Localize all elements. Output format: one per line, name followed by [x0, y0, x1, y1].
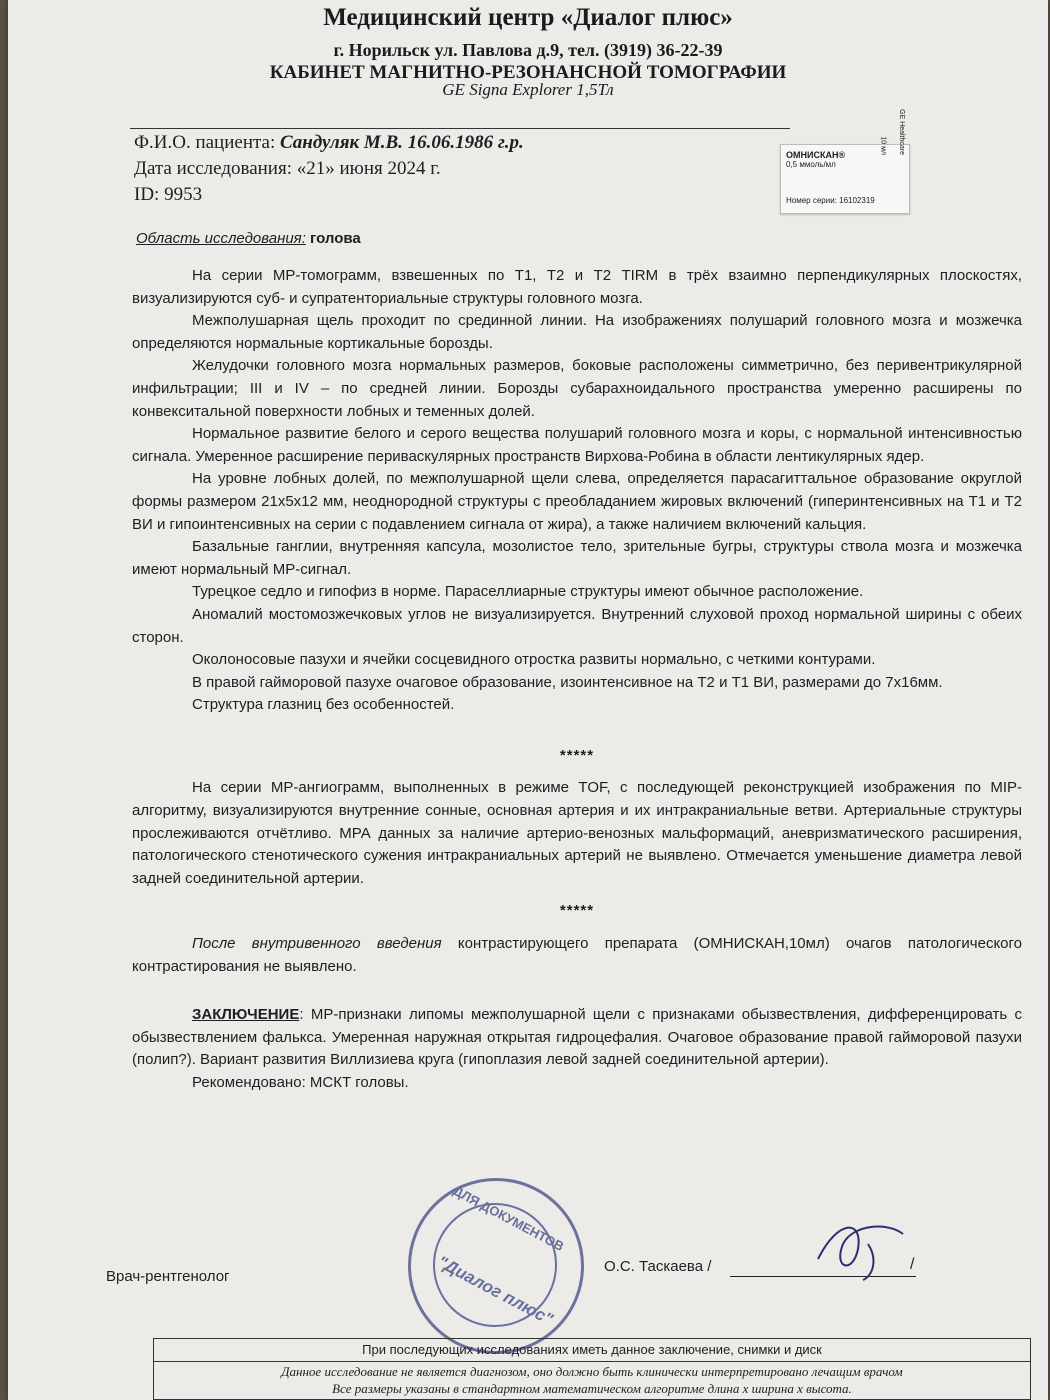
findings-paragraph: Базальные ганглии, внутренняя капсула, мозолистое тело, зрительные бугры, структуры ствола мозга и мозжечка имеют нормальный МР-сигнал. — [132, 538, 1022, 578]
sticker-concentration: 0,5 ммоль/мл — [786, 160, 836, 169]
exam-date-label: Дата исследования: — [134, 158, 292, 179]
section-separator: ***** — [559, 902, 595, 920]
patient-id-row — [134, 184, 202, 206]
footer-note-2: Данное исследование не является диагнозом, оно должно быть клинически интерпретировано лечащим врачом — [154, 1361, 1030, 1380]
study-area-label: Область исследования: — [136, 230, 306, 247]
patient-name-row — [134, 132, 524, 154]
angiography-paragraph: На серии МР-ангиограмм, выполненных в режиме TOF, с последующей реконструкцией изображения по MIP-алгоритму, визуализируются внутренние сонные, основная артерия и их интракраниальные ветви. Артериальные структуры прослеживаются отчётливо. МРА данных за наличие артерио-венозных мальформаций, аневризматического расширения, патологического стенотического сужения интракраниальных артерий не выявлено. Отмечается уменьшение диаметра левой задней соединительной артерии. — [132, 779, 1022, 887]
footer-note-3: Все размеры указаны в стандартном математическом алгоритме длина х ширина х высота. — [332, 1381, 852, 1396]
signature-slash: / — [910, 1256, 915, 1273]
patient-id-value: 9953 — [164, 184, 203, 205]
report-body — [132, 265, 1022, 1095]
study-area — [136, 230, 361, 247]
findings-paragraph: Аномалий мостомозжечковых углов не визуализируется. Внутренний слуховой проход нормальной ширины с обеих сторон. — [132, 605, 1022, 646]
findings-paragraph: Желудочки головного мозга нормальных размеров, боковые расположены симметрично, без перивентрикулярной инфильтрации; III и IV – по средней линии. Борозды субарахноидального пространства умеренно расширены по конвекситальной поверхности лобных и теменных долей. — [132, 357, 1022, 420]
stamp-top-text: ДЛЯ ДОКУМЕНТОВ — [450, 1182, 567, 1255]
doctor-role: Врач-рентгенолог — [106, 1268, 230, 1285]
contrast-rest: контрастирующего препарата (ОМНИСКАН,10мл) очагов патологического контрастирования не выявлено. — [132, 935, 1022, 975]
signature-icon — [808, 1214, 918, 1284]
device-name: GE Signa Explorer 1,5Тл — [442, 80, 614, 99]
findings-paragraph: Околоносовые пазухи и ячейки сосцевидного отростка развиты нормально, с четкими контурами. — [192, 651, 876, 669]
findings-paragraph: На серии МР-томограмм, взвешенных по Т1, Т2 и Т2 TIRM в трёх взаимно перпендикулярных плоскостях, визуализируются суб- и супратенториальные структуры головного мозга. — [132, 267, 1022, 307]
center-address: г. Норильск ул. Павлова д.9, тел. (3919) 36-22-39 — [333, 40, 723, 60]
conclusion-text: : МР-признаки липомы межполушарной щели с признаками обызвествления, дифференцировать с обызвествлением фалькса. Умеренная наружная открытая гидроцефалия. Очаговое образование правой гайморовой пазухи (полип?). Вариант развития Виллизиева круга (гипоплазия левой задней соединительной артерии). — [132, 1006, 1022, 1069]
department-title: КАБИНЕТ МАГНИТНО-РЕЗОНАНСНОЙ ТОМОГРАФИИ — [269, 62, 787, 83]
findings-paragraph: Межполушарная щель проходит по срединной линии. На изображениях полушарий головного мозга и мозжечка определяются нормальные кортикальные борозды. — [132, 312, 1022, 352]
sticker-serial: Номер серии: 16102319 — [786, 196, 875, 205]
report-page — [8, 0, 1048, 1400]
findings-paragraph: Турецкое седло и гипофиз в норме. Параселлиарные структуры имеют обычное расположение. — [192, 583, 864, 601]
findings-paragraph: В правой гайморовой пазухе очаговое образование, изоинтенсивное на Т2 и Т1 ВИ, размерами до 7х16мм. — [192, 673, 943, 691]
study-area-value: голова — [310, 230, 361, 247]
sticker-volume: 10 мл — [880, 136, 887, 155]
stamp-seal-icon — [408, 1178, 584, 1354]
patient-name-label: Ф.И.О. пациента: — [134, 132, 276, 153]
footer-notes — [153, 1338, 1031, 1400]
findings-paragraph: На уровне лобных долей, по межполушарной щели слева, определяется парасагиттальное образование округлой формы размером 21х5х12 мм, неоднородной структуры с преобладанием жировых включений (гиперинтенсивных на Т1 и Т2 ВИ и гипоинтенсивных на серии с подавлением сигнала от жира), а также наличием включений кальция. — [132, 470, 1022, 533]
recommendation: Рекомендовано: МСКТ головы. — [192, 1074, 409, 1091]
findings-paragraph: Структура глазниц без особенностей. — [192, 696, 455, 714]
contrast-italic: После внутривенного введения — [192, 935, 442, 953]
section-separator: ***** — [559, 746, 595, 764]
exam-date-row — [134, 158, 441, 180]
conclusion-label: ЗАКЛЮЧЕНИЕ — [192, 1006, 300, 1024]
sticker-drug-name: ОМНИСКАН® — [786, 150, 846, 160]
patient-name-value: Сандуляк М.В. 16.06.1986 г.р. — [280, 132, 524, 153]
findings-paragraph: Нормальное развитие белого и серого вещества полушарий головного мозга и коры, с нормальной интенсивностью сигнала. Умеренное расширение периваскулярных пространств Вирхова-Робина в области лентикулярных ядер. — [132, 425, 1022, 465]
header-divider — [130, 128, 790, 129]
sticker-maker: GE Healthcare — [898, 109, 905, 155]
stamp-name-text: "Диалог плюс" — [434, 1252, 557, 1329]
conclusion-paragraph — [132, 1004, 1022, 1072]
contrast-paragraph — [132, 933, 1022, 978]
doctor-name: О.С. Таскаева / — [604, 1258, 712, 1275]
contrast-label-sticker — [780, 109, 910, 214]
footer-note-1: При последующих исследованиях иметь данное заключение, снимки и диск — [362, 1342, 822, 1357]
patient-id-label: ID: — [134, 184, 160, 205]
exam-date-value: «21» июня 2024 г. — [296, 158, 441, 179]
center-name: Медицинский центр «Диалог плюс» — [323, 4, 733, 31]
